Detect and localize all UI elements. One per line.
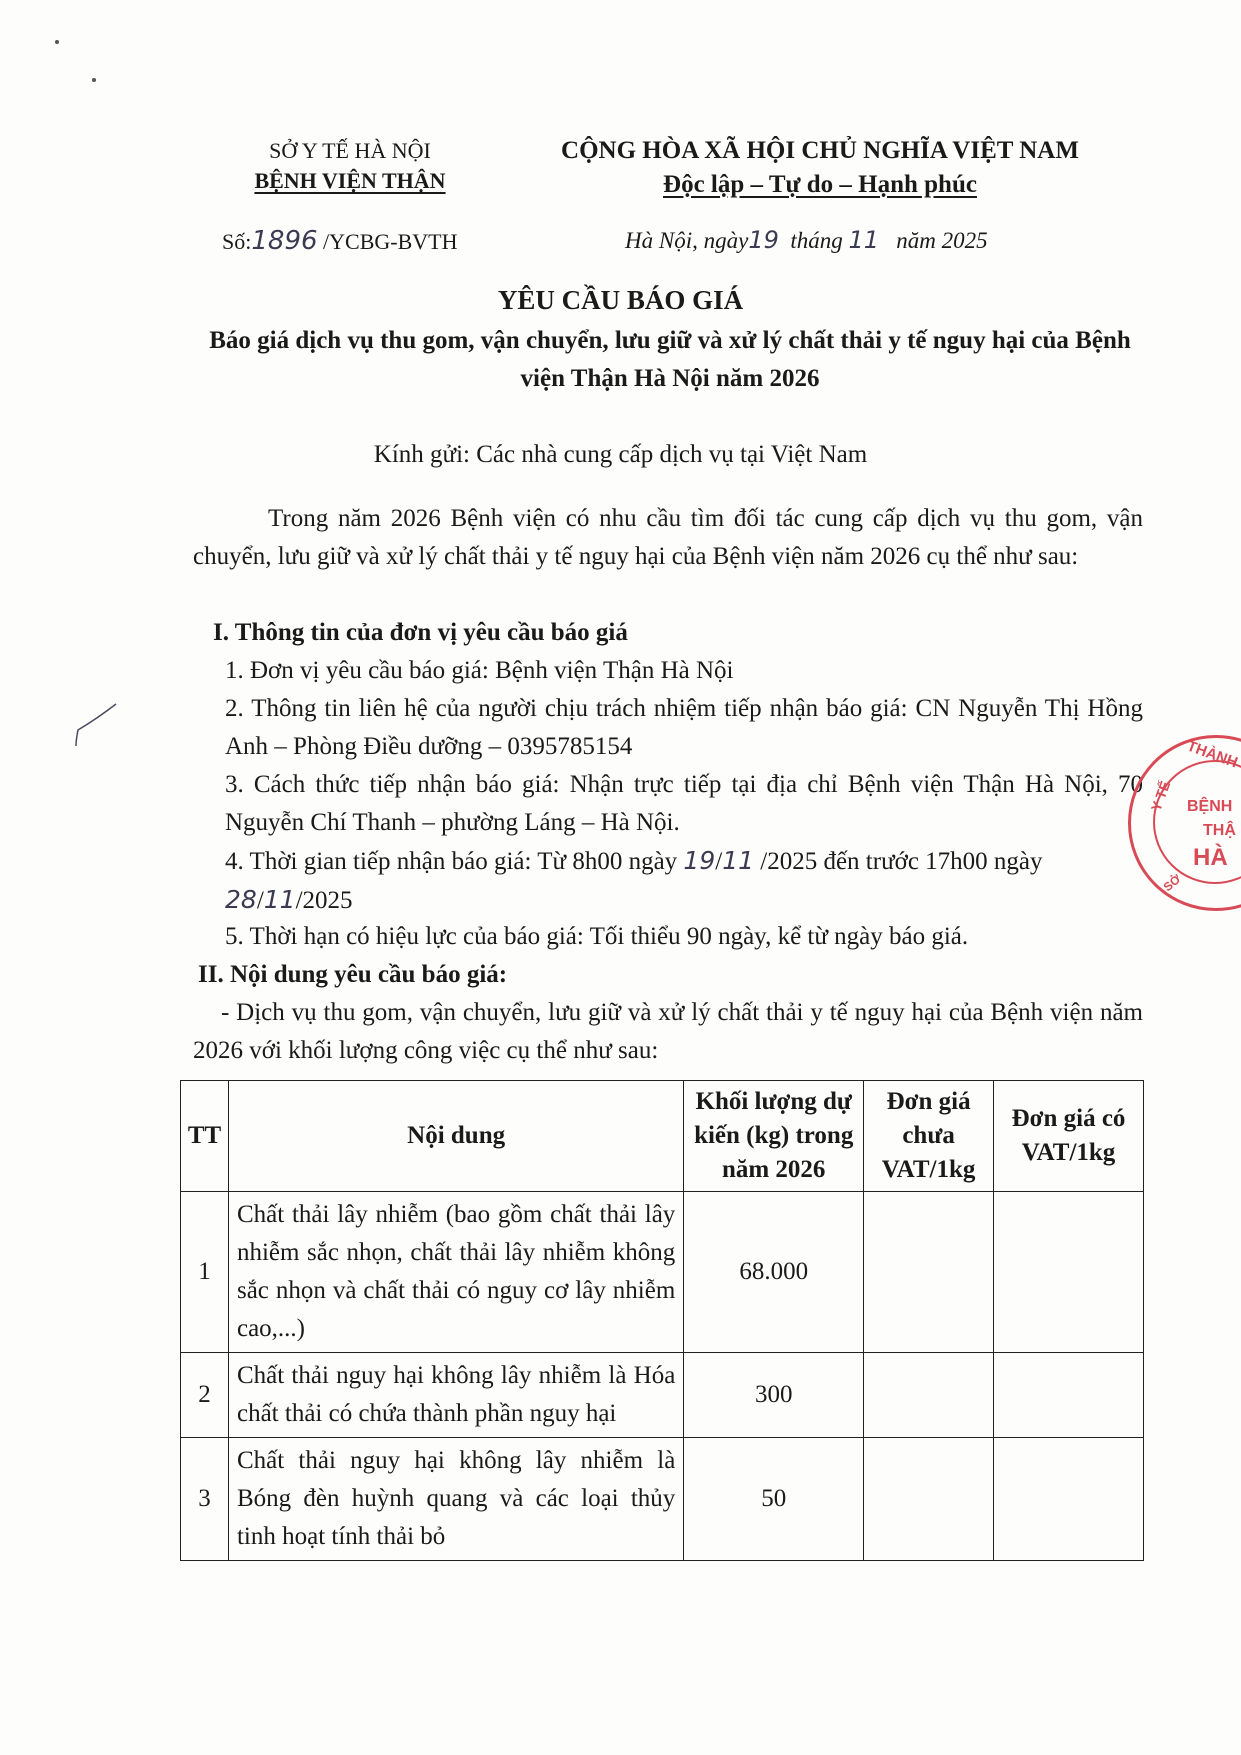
row-price-no-vat: [864, 1192, 994, 1353]
quotation-table: [180, 1080, 1144, 1561]
organization-name: BỆNH VIỆN THẬN: [254, 168, 446, 193]
row-tt: 1: [181, 1192, 229, 1353]
handwritten-start-day: 19: [683, 846, 716, 875]
section-1-item-2: 2. Thông tin liên hệ của người chịu trách nhiệm tiếp nhận báo giá: CN Nguyễn Thị Hồng Anh – Phòng Điều dưỡng – 0395785154: [225, 695, 1143, 760]
handwritten-month: 11: [848, 226, 880, 254]
country-name: CỘNG HÒA XÃ HỘI CHỦ NGHĨA VIỆT NAM: [561, 137, 1079, 164]
section-2-heading: II. Nội dung yêu cầu báo giá:: [198, 961, 508, 988]
table-row: [181, 1353, 1144, 1438]
scan-dot: [92, 78, 96, 82]
section-1-item-4: 4. Thời gian tiếp nhận báo giá: Từ 8h00 ngày 19/11 /2025 đến trước 17h00 ngày 28/11/2025: [225, 846, 1043, 914]
section-1-item-5: 5. Thời hạn có hiệu lực của báo giá: Tối thiểu 90 ngày, kể từ ngày báo giá.: [225, 923, 969, 950]
intro-paragraph: Trong năm 2026 Bệnh viện có nhu cầu tìm đối tác cung cấp dịch vụ thu gom, vận chuyển, lưu giữ và xử lý chất thải y tế nguy hại của Bệnh viện năm 2026 cụ thể như sau:: [193, 505, 1143, 570]
row-volume: 50: [684, 1438, 864, 1561]
handwritten-start-month: 11: [722, 846, 754, 875]
row-content: Chất thải nguy hại không lây nhiễm là Hóa chất thải có chứa thành phần nguy hại: [228, 1353, 683, 1438]
handwritten-day: 19: [748, 226, 779, 254]
parent-organization: SỞ Y TẾ HÀ NỘI: [269, 138, 431, 163]
handwritten-end-day: 28: [225, 885, 257, 914]
national-header: [520, 134, 1120, 202]
recipient-line: Kính gửi: Các nhà cung cấp dịch vụ tại Việt Nam: [373, 441, 868, 468]
row-tt: 3: [181, 1438, 229, 1561]
table-header-row: [181, 1081, 1144, 1192]
table-row: [181, 1438, 1144, 1561]
document-number: Số:1896 /YCBG-BVTH: [222, 226, 458, 256]
handwritten-number: 1896: [251, 226, 318, 256]
issuing-organization: [200, 136, 500, 196]
row-price-vat: [994, 1353, 1144, 1438]
row-price-no-vat: [864, 1353, 994, 1438]
row-volume: 68.000: [684, 1192, 864, 1353]
handwritten-end-month: 11: [263, 885, 296, 914]
document-title: YÊU CẦU BÁO GIÁ: [497, 285, 744, 315]
header-tt: TT: [181, 1081, 229, 1192]
section-1-item-3: 3. Cách thức tiếp nhận báo giá: Nhận trực tiếp tại địa chỉ Bệnh viện Thận Hà Nội, 70 Nguyễn Chí Thanh – phường Láng – Hà Nội.: [225, 771, 1143, 836]
row-content: Chất thải nguy hại không lây nhiễm là Bóng đèn huỳnh quang và các loại thủy tinh hoạt tính thải bỏ: [228, 1438, 683, 1561]
section-1-item-1: 1. Đơn vị yêu cầu báo giá: Bệnh viện Thận Hà Nội: [225, 657, 734, 684]
document-subtitle: Báo giá dịch vụ thu gom, vận chuyển, lưu giữ và xử lý chất thải y tế nguy hại của Bệnh viện Thận Hà Nội năm 2026: [209, 327, 1131, 392]
header-content: Nội dung: [228, 1081, 683, 1192]
header-price-vat: Đơn giá có VAT/1kg: [994, 1081, 1144, 1192]
document-date: Hà Nội, ngày19 tháng 11 năm 2025: [625, 226, 988, 254]
row-volume: 300: [684, 1353, 864, 1438]
row-price-vat: [994, 1438, 1144, 1561]
header-volume: Khối lượng dự kiến (kg) trong năm 2026: [684, 1081, 864, 1192]
pen-stroke-mark: [70, 700, 120, 750]
official-seal: THÀNH Y TẾ BỆNH THẬ HÀ SỞ: [1128, 735, 1241, 911]
official-seal-clip: [1120, 735, 1241, 915]
row-content: Chất thải lây nhiễm (bao gồm chất thải lây nhiễm sắc nhọn, chất thải lây nhiễm không sắc nhọn và chất thải có nguy cơ lây nhiễm cao,...): [228, 1192, 683, 1353]
header-price-no-vat: Đơn giá chưa VAT/1kg: [864, 1081, 994, 1192]
section-1-heading: I. Thông tin của đơn vị yêu cầu báo giá: [213, 619, 628, 646]
table-row: [181, 1192, 1144, 1353]
section-2-description: - Dịch vụ thu gom, vận chuyển, lưu giữ và xử lý chất thải y tế nguy hại của Bệnh viện năm 2026 với khối lượng công việc cụ thể như sau:: [193, 999, 1143, 1064]
row-price-vat: [994, 1192, 1144, 1353]
scan-dot: [55, 40, 59, 44]
row-price-no-vat: [864, 1438, 994, 1561]
row-tt: 2: [181, 1353, 229, 1438]
national-motto: Độc lập – Tự do – Hạnh phúc: [663, 171, 977, 198]
